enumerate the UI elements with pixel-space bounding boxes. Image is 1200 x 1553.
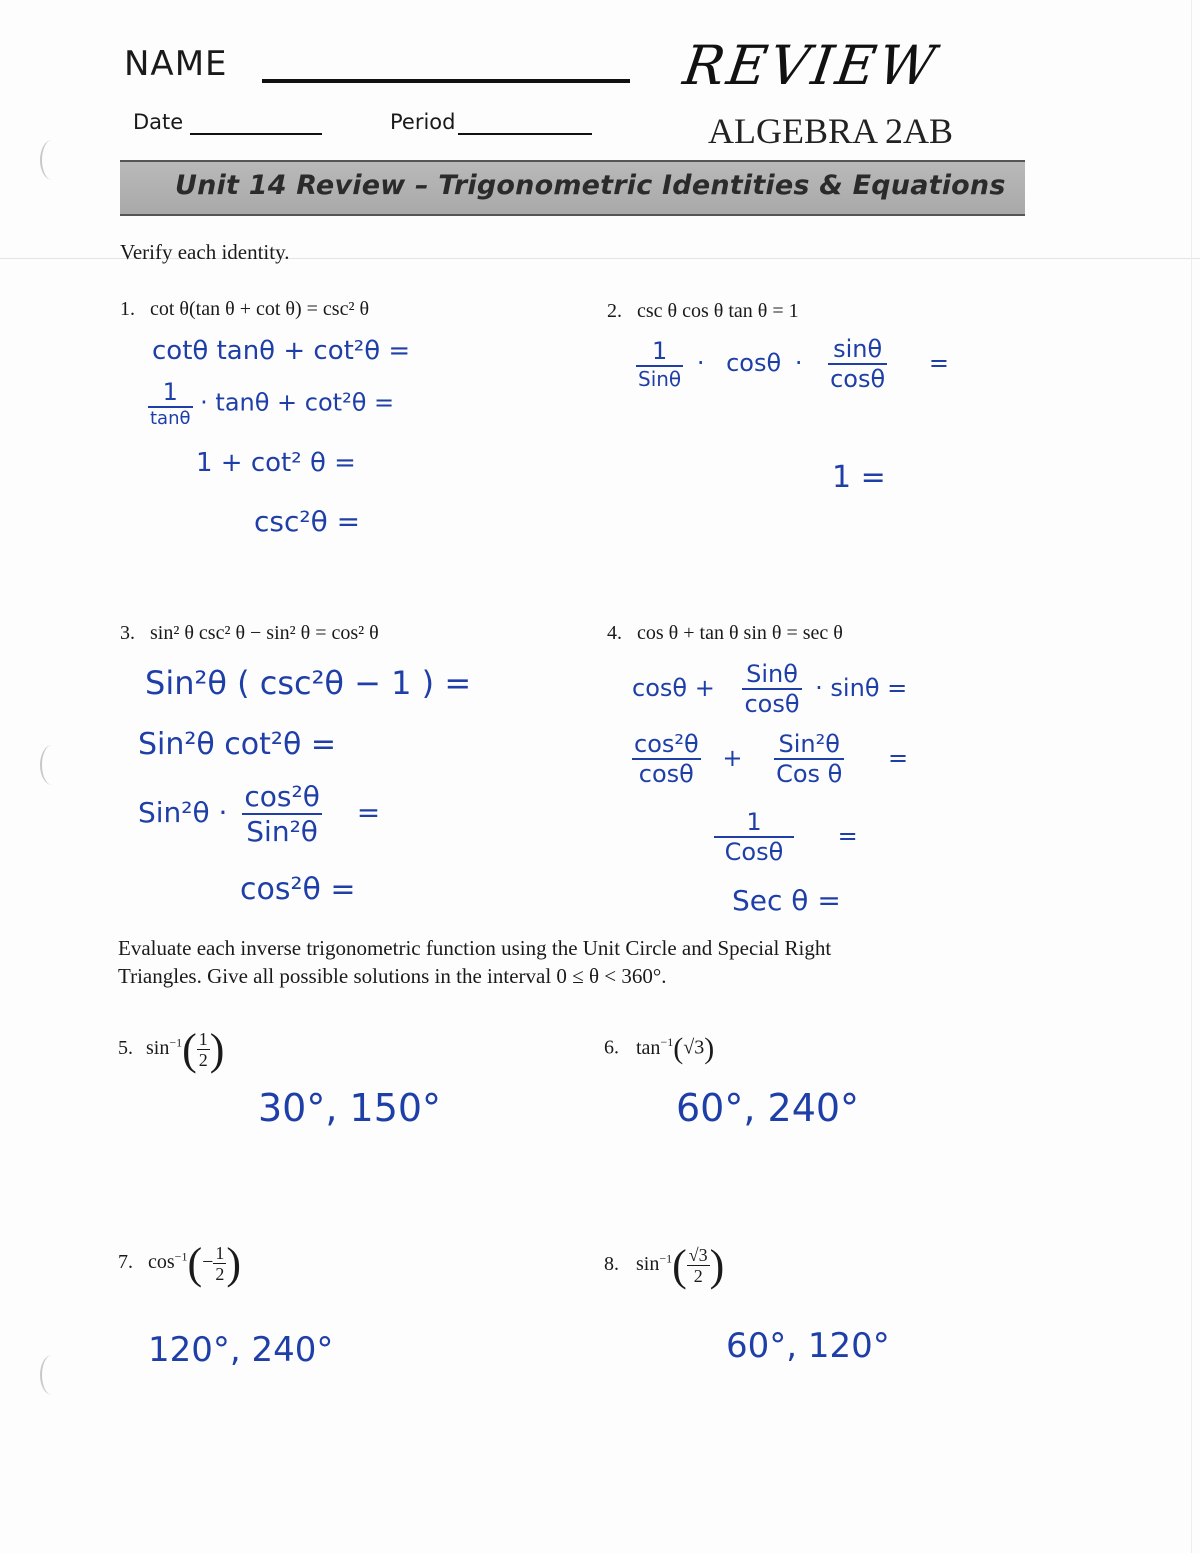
problem-5: 5. $\sin^{-1}$( $\frac{1}{2}$ ) (118, 1025, 225, 1074)
fraction-top: 1 (714, 808, 794, 838)
problem-4 (607, 622, 843, 645)
problem-1 (120, 298, 369, 321)
problem-number: 5. (118, 1037, 133, 1060)
fraction-top: cos²θ (244, 780, 320, 813)
date-line[interactable] (190, 133, 322, 135)
function-name: sin (146, 1037, 170, 1060)
equals: = (356, 796, 381, 829)
fraction-top: Sinθ (742, 660, 801, 690)
fraction-top: 1 (148, 378, 193, 408)
work-2-cos: cosθ (726, 349, 782, 377)
fraction-bottom: 2 (198, 1050, 208, 1070)
work-4-line-1 (632, 660, 907, 718)
work-3-line-2: Sin²θ cot²θ = (138, 727, 336, 762)
hole-punch-mark (40, 140, 64, 180)
argument: √3 (683, 1036, 705, 1059)
function-name: sin (636, 1253, 660, 1276)
fraction-bottom: 2 (693, 1266, 703, 1286)
work-4-line-3 (714, 808, 858, 866)
hole-punch-mark (40, 1355, 64, 1395)
equals: = (928, 349, 949, 377)
work-1-line-2-rest: · tanθ + cot²θ = (200, 388, 395, 417)
function-name: cos (148, 1251, 175, 1274)
answer-5: 30°, 150° (258, 1086, 442, 1130)
work-3-sin: Sin²θ · (138, 796, 228, 829)
problem-2 (607, 300, 799, 323)
answer-8: 60°, 120° (726, 1326, 890, 1366)
fraction-bottom: Cos θ (776, 760, 843, 788)
section1-instruction: Verify each identity. (120, 240, 290, 264)
problem-2-text: csc θ cos θ tan θ = 1 (637, 300, 799, 322)
problem-8: 8. $\sin^{-1}$( $\frac{√3}{2}$ ) (604, 1241, 725, 1290)
fraction-bottom: tanθ (150, 408, 191, 429)
equals: = (837, 822, 858, 850)
dot: · (696, 349, 705, 377)
fraction-top: √3 (688, 1245, 708, 1265)
section2-instruction-line-2: Triangles. Give all possible solutions in the interval 0 ≤ θ < 360°. (118, 964, 667, 988)
fraction-top: cos²θ (634, 730, 699, 758)
fraction-bottom: Sinθ (638, 367, 682, 391)
problem-number: 7. (118, 1251, 133, 1274)
fraction-bottom: cosθ (744, 690, 800, 718)
function-name: tan (636, 1036, 661, 1059)
hole-punch-mark (40, 745, 64, 785)
work-3-line-1: Sin²θ ( csc²θ − 1 ) = (145, 664, 472, 702)
work-4-sin: · sinθ = (815, 674, 908, 702)
fraction-top: sinθ (828, 335, 887, 365)
work-3-line-4: cos²θ = (240, 872, 356, 907)
name-line[interactable] (262, 79, 630, 83)
fraction-bottom: 2 (215, 1264, 225, 1284)
fraction-bottom: cosθ (638, 760, 694, 788)
review-stamp: REVIEW (679, 34, 942, 97)
equals: = (887, 744, 909, 772)
name-label: NAME (124, 44, 228, 84)
fraction-top: 1 (198, 1029, 208, 1049)
problem-number: 6. (604, 1036, 619, 1059)
work-1-line-1: cotθ tanθ + cot²θ = (152, 336, 411, 366)
period-label: Period (390, 110, 456, 134)
unit-title-banner (120, 160, 1025, 216)
date-label: Date (133, 110, 184, 134)
problem-number: 8. (604, 1253, 619, 1276)
negative-sign: − (202, 1251, 214, 1274)
problem-7: 7. $\cos^{-1}(-$ $\frac{1}{2}$ ) (118, 1239, 242, 1288)
problem-1-text: cot θ(tan θ + cot θ) = csc² θ (150, 298, 370, 320)
work-3-line-3 (138, 780, 380, 848)
work-4-cos: cosθ + (632, 674, 715, 702)
problem-6: 6. $\tan^{-1}(√3)$ (604, 1032, 715, 1065)
problem-number: 2. (607, 300, 622, 322)
work-4-line-4: Sec θ = (732, 884, 841, 917)
dot: · (794, 349, 803, 377)
work-4-line-2 (632, 730, 908, 788)
answer-6: 60°, 240° (676, 1086, 860, 1130)
problem-number: 4. (607, 622, 622, 644)
problem-3 (120, 622, 379, 645)
fraction-top: 1 (636, 337, 683, 367)
inverse-exponent: −1 (174, 1249, 188, 1264)
fraction-bottom: Sin²θ (246, 815, 318, 848)
scan-edge (1191, 0, 1192, 1553)
fraction-top: 1 (215, 1243, 225, 1263)
work-2-line-1 (636, 335, 949, 393)
period-line[interactable] (458, 133, 592, 135)
inverse-exponent: −1 (169, 1035, 183, 1050)
fraction-bottom: Cosθ (724, 838, 784, 866)
problem-number: 3. (120, 622, 135, 644)
plus: + (722, 744, 743, 772)
inverse-exponent: −1 (659, 1251, 673, 1266)
work-1-line-2 (148, 378, 394, 429)
problem-3-text: sin² θ csc² θ − sin² θ = cos² θ (150, 622, 379, 644)
fraction-bottom: cosθ (830, 365, 886, 393)
fraction-top: Sin²θ (774, 730, 844, 760)
inverse-exponent: −1 (660, 1034, 674, 1049)
problem-4-text: cos θ + tan θ sin θ = sec θ (637, 622, 843, 644)
section2-instruction-line-1: Evaluate each inverse trigonometric function using the Unit Circle and Special Right (118, 936, 832, 960)
problem-number: 1. (120, 298, 135, 320)
answer-7: 120°, 240° (148, 1330, 334, 1370)
course-title: ALGEBRA 2AB (708, 111, 954, 151)
work-2-line-2: 1 = (832, 460, 886, 495)
work-1-line-3: 1 + cot² θ = (196, 448, 356, 478)
unit-title: Unit 14 Review – Trigonometric Identities & Equations (175, 170, 1006, 201)
work-1-line-4: csc²θ = (254, 505, 361, 538)
